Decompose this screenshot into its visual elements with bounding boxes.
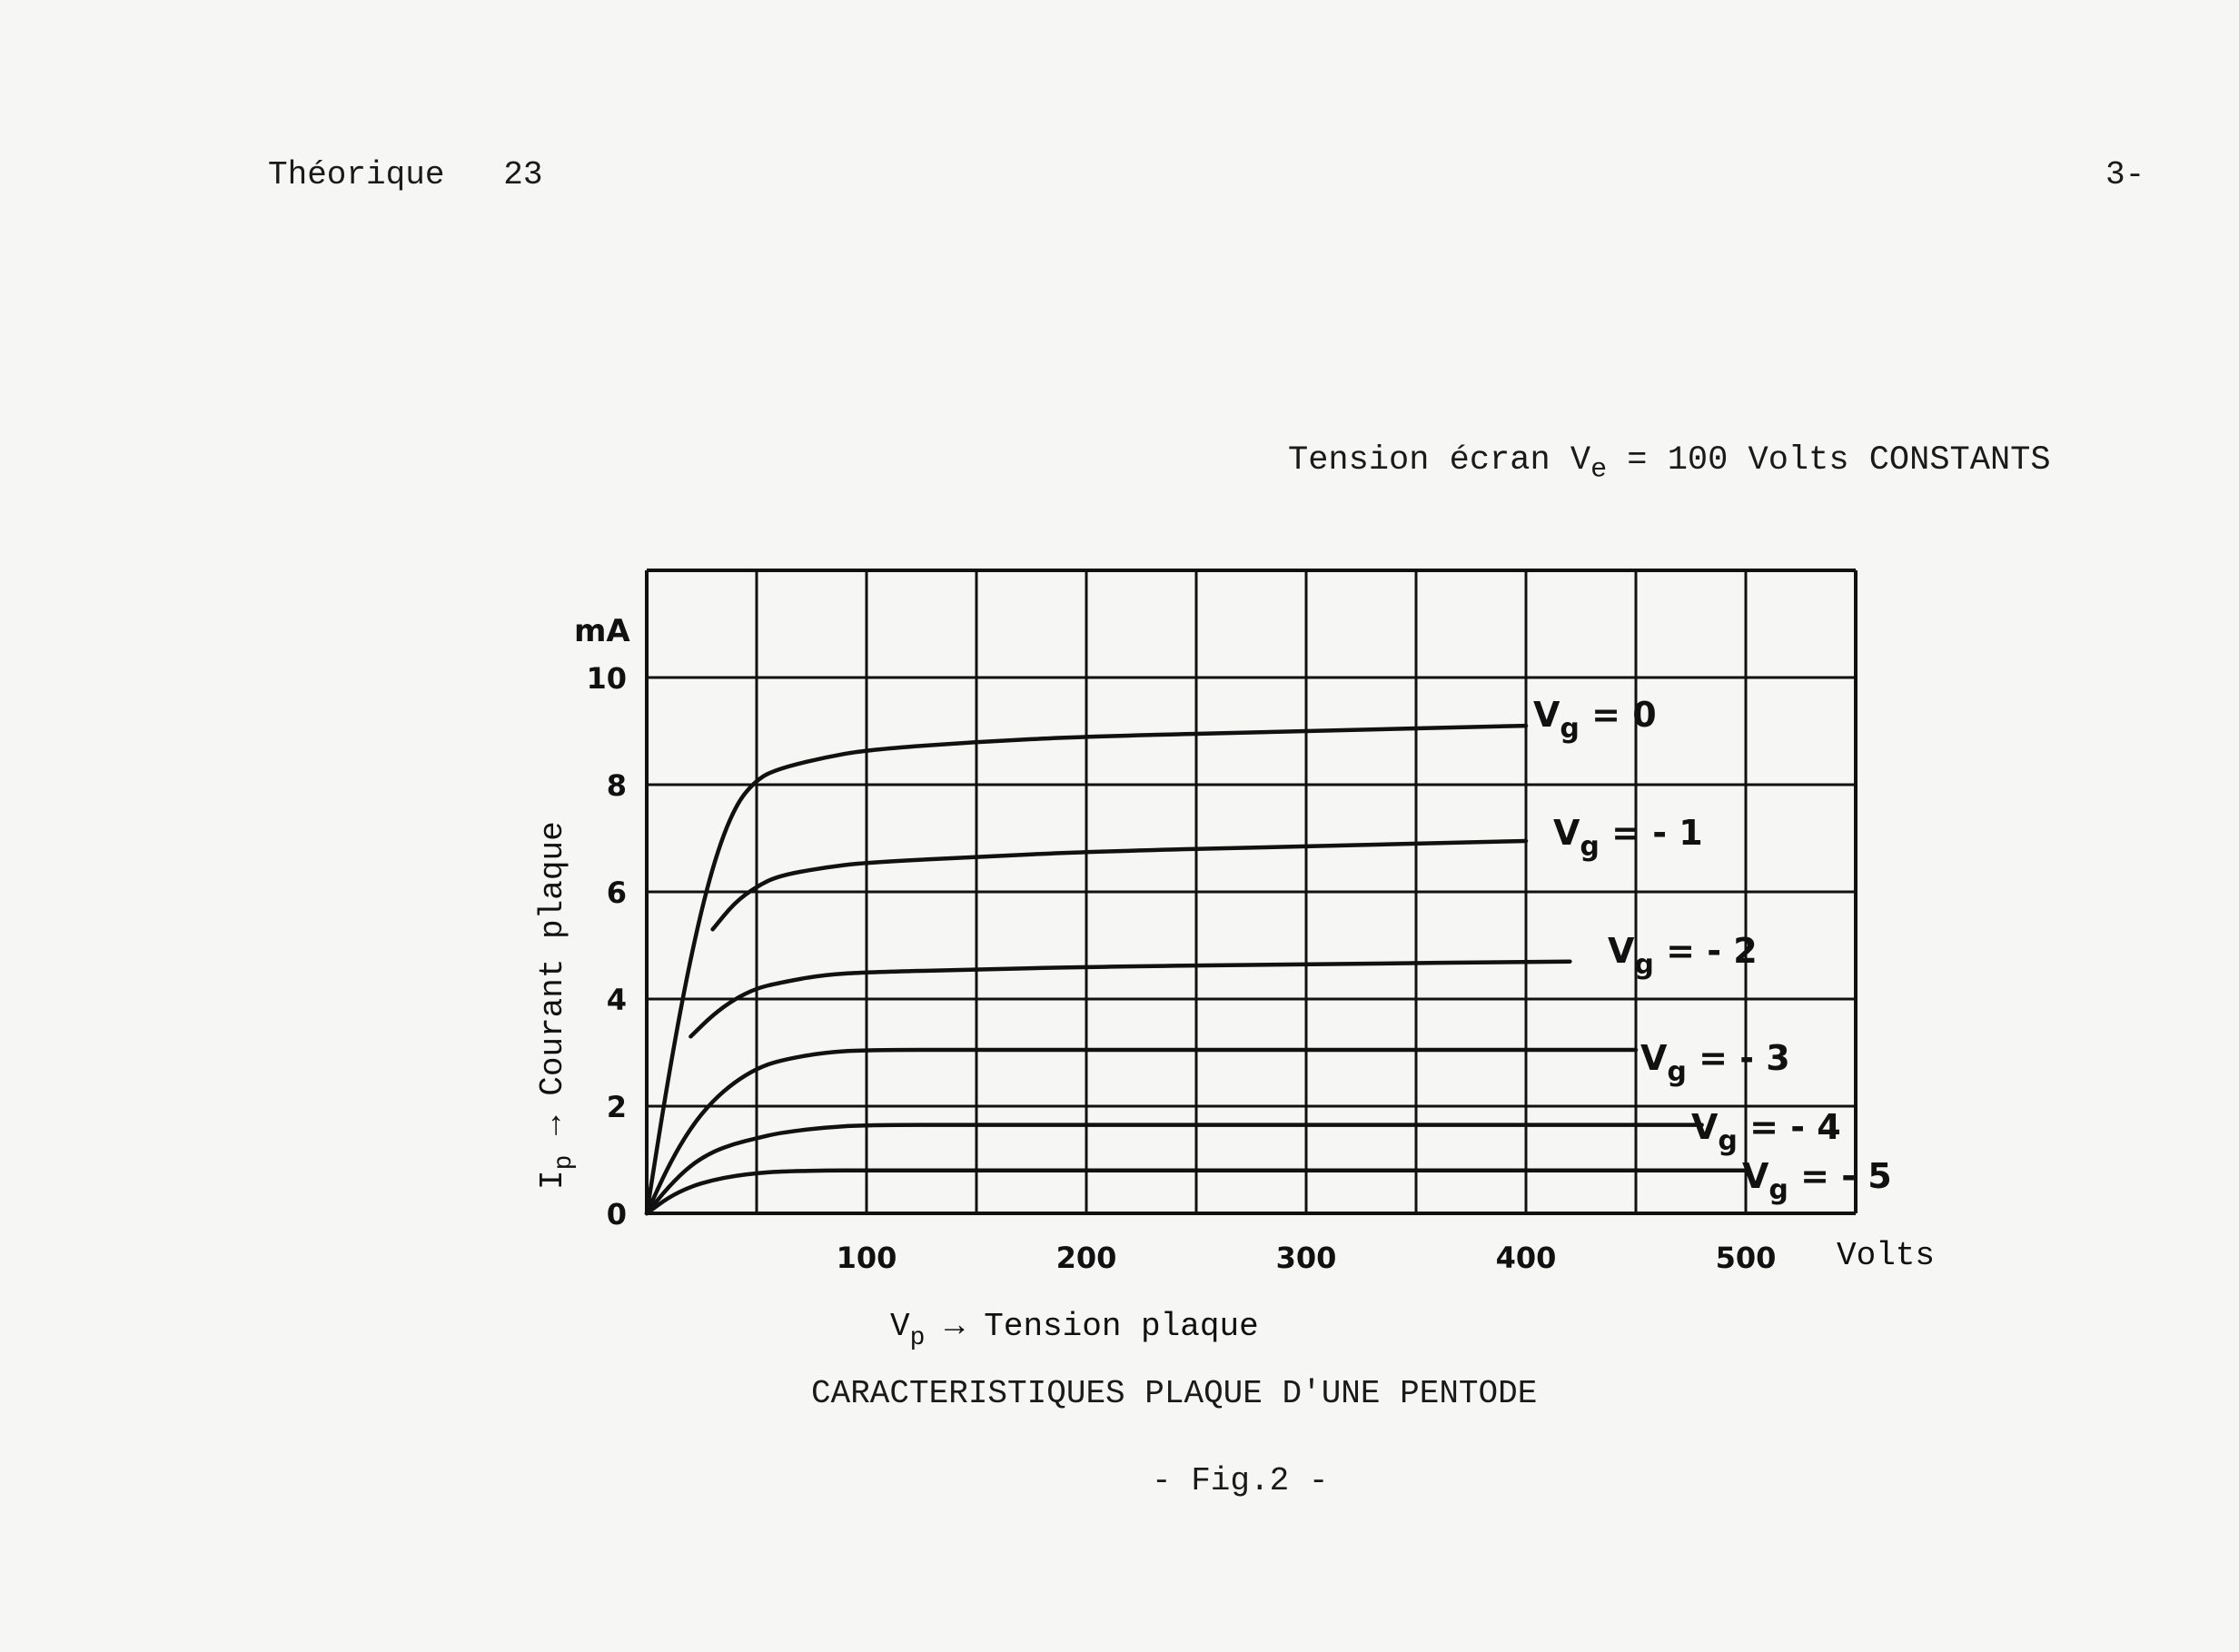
series-label-0: $V_g = 0$ — [1533, 695, 1657, 745]
condition-suffix: = 100 Volts CONSTANTS — [1607, 441, 2051, 480]
figure-number: - Fig.2 - — [1152, 1462, 1329, 1499]
series-label-5: $V_g$ = - 5 — [1742, 1156, 1892, 1206]
y-unit-label: mA — [574, 613, 630, 649]
x-tick-label: 300 — [1275, 1241, 1337, 1275]
y-axis-title-text: $I_p$ → Courant plaque — [534, 821, 579, 1190]
x-axis-title-text: $V_p$ → Tension plaque — [890, 1308, 1259, 1352]
figure-caption: CARACTERISTIQUES PLAQUE D'UNE PENTODE — [811, 1375, 1538, 1412]
x-tick-label: 500 — [1715, 1241, 1777, 1275]
chart-grid — [647, 570, 1856, 1213]
y-tick-label: 2 — [606, 1090, 627, 1124]
y-tick-label: 6 — [606, 875, 627, 910]
chart-ticks — [586, 661, 1776, 1275]
series-label-3: $V_g$ = - 3 — [1640, 1038, 1790, 1088]
x-tick-label: 200 — [1055, 1241, 1117, 1275]
series-label-4: $V_g$ = - 4 — [1691, 1107, 1841, 1157]
y-tick-label: 0 — [606, 1197, 627, 1232]
condition-subscript: e — [1590, 454, 1608, 486]
x-tick-label: 400 — [1495, 1241, 1557, 1275]
y-axis-title — [534, 821, 579, 1190]
y-tick-label: 10 — [586, 661, 627, 696]
header-section-label: Théorique 23 — [268, 156, 543, 193]
x-axis-title — [890, 1308, 1259, 1352]
x-tick-label: 100 — [836, 1241, 897, 1275]
series-label-2: $V_g$ = - 2 — [1608, 931, 1758, 981]
y-tick-label: 8 — [606, 768, 627, 803]
y-tick-label: 4 — [606, 983, 627, 1017]
series-curve-1 — [713, 841, 1526, 929]
chart-series-labels — [1533, 695, 1892, 1206]
x-unit-label: Volts — [1837, 1237, 1936, 1274]
series-label-1: $V_g$ = - 1 — [1553, 813, 1703, 863]
condition-prefix: Tension écran V — [1288, 441, 1591, 480]
header-page-number: 3- — [2105, 156, 2145, 193]
